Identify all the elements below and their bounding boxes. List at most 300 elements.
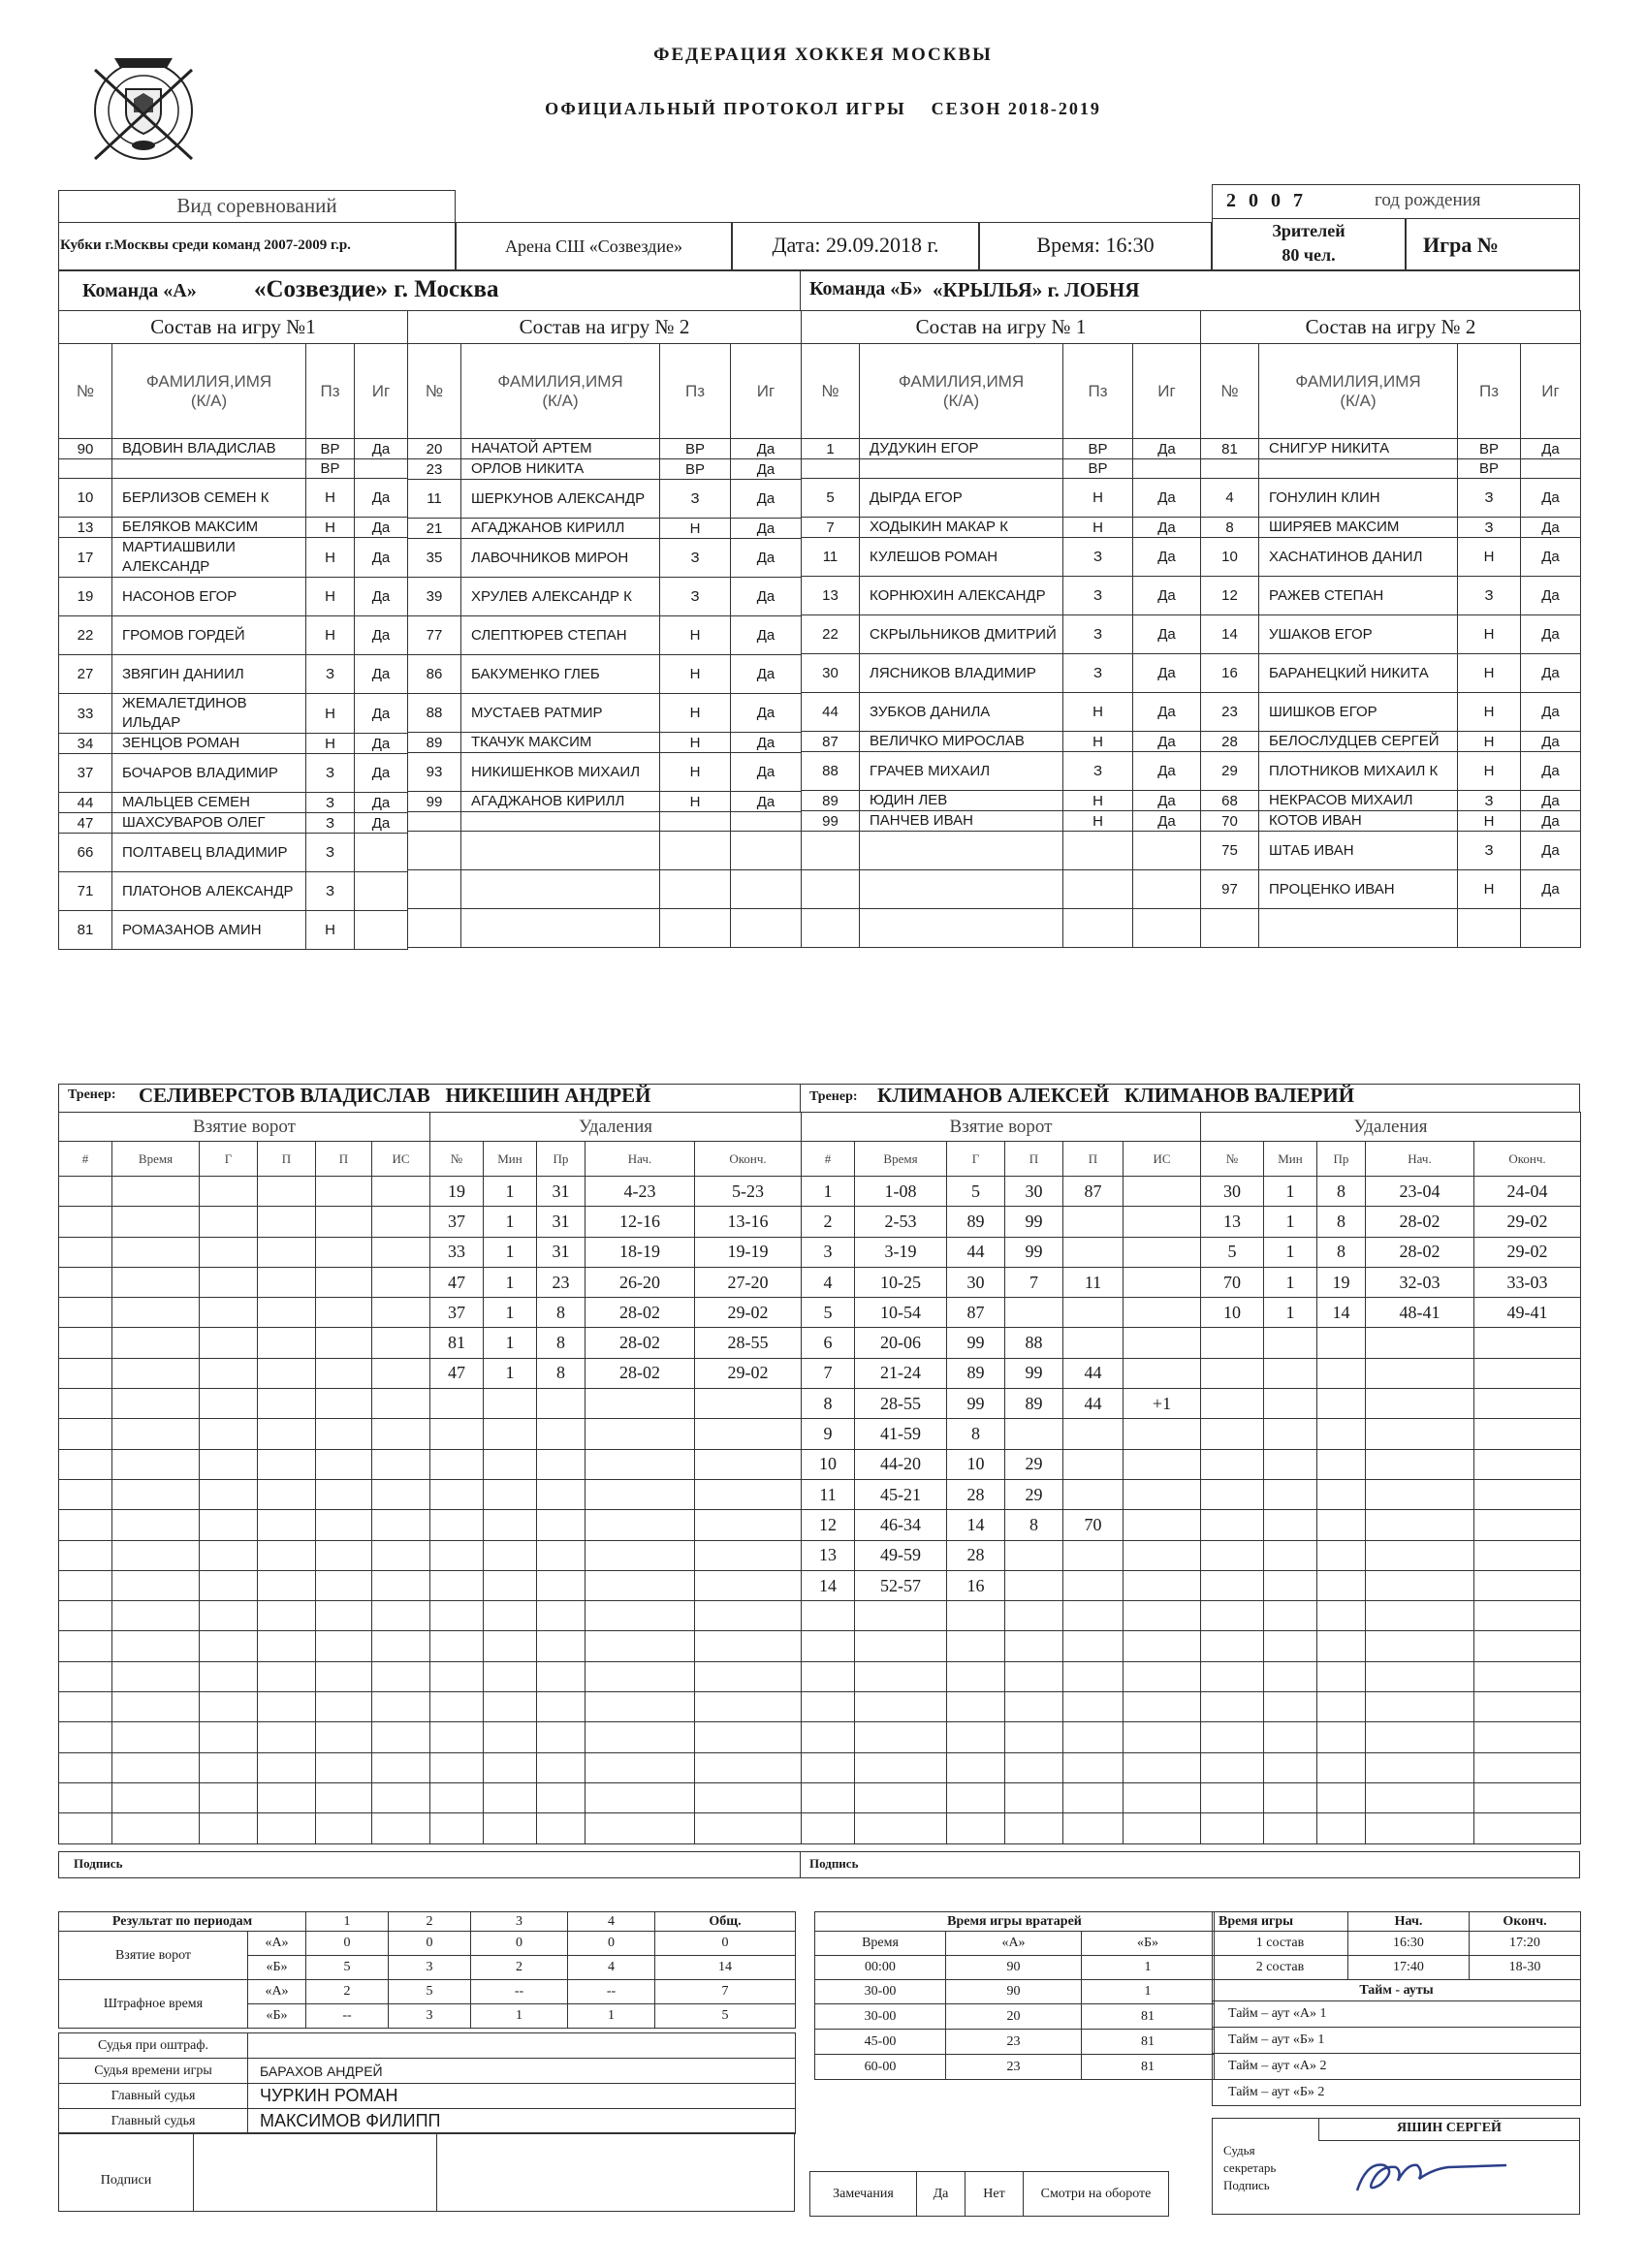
event-row [430,1479,802,1509]
player-name: РАЖЕВ СТЕПАН [1259,577,1458,615]
player-ig: Да [355,439,408,459]
player-ig [731,832,802,870]
player-ig: Да [1521,752,1581,791]
player-ig [355,911,408,950]
event-row: 1 1-08 5 30 87 [802,1177,1201,1207]
player-name: КОТОВ ИВАН [1259,811,1458,832]
player-row [1201,811,1581,832]
player-ig: Да [355,578,408,616]
player-ig [355,459,408,479]
event-row [1201,1479,1581,1509]
player-pz: Н [306,538,355,578]
player-ig: Да [731,753,802,792]
player-ig: Да [1521,654,1581,693]
player-name [860,832,1063,870]
event-row: 19 1 31 4-23 5-23 [430,1177,802,1207]
player-row [408,539,802,578]
player-row [1201,459,1581,479]
game-time: Время: 16:30 [1036,233,1155,257]
player-row [408,694,802,733]
player-row [802,577,1201,615]
event-row [59,1207,430,1237]
player-no: 13 [802,577,860,615]
player-name: БЕЛЯКОВ МАКСИМ [112,518,306,538]
player-no: 71 [59,872,112,911]
player-pz: Н [1458,693,1521,732]
player-pz: ВР [660,439,731,459]
player-row [59,911,408,950]
player-ig: Да [355,518,408,538]
player-ig: Да [1521,439,1581,459]
player-ig: Да [1133,577,1201,615]
player-no: 81 [1201,439,1259,459]
event-row [430,1510,802,1540]
player-row [59,655,408,694]
player-row [408,909,802,948]
event-row: 4 10-25 30 7 11 [802,1267,1201,1297]
player-no: 34 [59,734,112,754]
event-row [1201,1813,1581,1843]
event-row [59,1813,430,1843]
player-ig: Да [1521,791,1581,811]
player-no: 13 [59,518,112,538]
player-pz: Н [306,578,355,616]
player-pz: Н [306,911,355,950]
player-row [802,693,1201,732]
event-row [430,1389,802,1419]
player-ig: Да [731,519,802,539]
player-pz: Н [1458,752,1521,791]
player-ig: Да [355,813,408,834]
player-row [1201,909,1581,948]
player-ig: Да [355,754,408,793]
player-no: 22 [802,615,860,654]
player-name: НАСОНОВ ЕГОР [112,578,306,616]
team-b-penalties: Удаления № Мин Пр Нач. Оконч. 30 1 8 23-04 24-04 13 1 8 28-02 29-02 5 1 8 28-02 29-02 70 1 19 32-03 33-03 10 1 14 48-41 49-41 [1200,1112,1581,1844]
player-name: ВДОВИН ВЛАДИСЛАВ [112,439,306,459]
player-name: ДЫРДА ЕГОР [860,479,1063,518]
player-name: СНИГУР НИКИТА [1259,439,1458,459]
event-row: 8 28-55 99 89 44 +1 [802,1389,1201,1419]
player-name: ЮДИН ЛЕВ [860,791,1063,811]
player-row [59,459,408,479]
player-name: ШЕРКУНОВ АЛЕКСАНДР [461,480,660,519]
player-name: ХОДЫКИН МАКАР К [860,518,1063,538]
player-row [1201,479,1581,518]
player-pz: Н [1063,518,1133,538]
birth-year-label: год рождения [1375,190,1481,210]
federation-title: ФЕДЕРАЦИЯ ХОККЕЯ МОСКВЫ [653,45,993,65]
player-name: НАЧАТОЙ АРТЕМ [461,439,660,459]
player-pz [1063,909,1133,948]
player-ig: Да [355,734,408,754]
player-name: ГРОМОВ ГОРДЕЙ [112,616,306,655]
player-row [802,791,1201,811]
player-ig [1133,870,1201,909]
player-ig: Да [731,439,802,459]
player-pz [1063,832,1133,870]
player-pz: Н [660,694,731,733]
team-a-label: Команда «А» [82,280,197,301]
player-row [59,813,408,834]
player-no [802,870,860,909]
player-name: КОРНЮХИН АЛЕКСАНДР [860,577,1063,615]
event-row: 5 10-54 87 [802,1298,1201,1328]
player-no: 10 [59,479,112,518]
player-name: МУСТАЕВ РАТМИР [461,694,660,733]
player-pz: З [306,813,355,834]
player-name: СЛЕПТЮРЕВ СТЕПАН [461,616,660,655]
player-name: ШИРЯЕВ МАКСИМ [1259,518,1458,538]
player-pz: Н [306,734,355,754]
event-row [430,1540,802,1570]
player-row [59,793,408,813]
player-ig: Да [355,479,408,518]
coach-label-b: Тренер: [809,1089,858,1104]
player-pz: Н [660,792,731,812]
player-no: 8 [1201,518,1259,538]
player-pz: З [1063,538,1133,577]
event-row [802,1601,1201,1631]
team-b-lineup-1: Состав на игру № 1 № ФАМИЛИЯ,ИМЯ (К/А) Пз Иг 1 ДУДУКИН ЕГОР ВР Да ВР 5 ДЫРДА ЕГОР Н Да 7 ХОДЫКИН МАКАР К Н Да 11 КУЛЕШОВ РОМАН З Да 13 КОРНЮХИН АЛЕКСАНДР З Да 22 СКРЫЛЬНИКОВ ДМИТРИЙ З Да 30 ЛЯСНИКОВ ВЛАДИМИР З Да 44 ЗУБКОВ ДАНИЛА Н Да 87 ВЕЛИЧКО МИРОСЛАВ Н Да 88 ГРАЧЕВ МИХАИЛ З Да 89 ЮДИН ЛЕВ Н Да 99 ПАНЧЕВ ИВАН Н Да [801,310,1201,948]
player-name: ГОНУЛИН КЛИН [1259,479,1458,518]
player-name [461,870,660,909]
player-no: 33 [59,694,112,734]
player-no: 47 [59,813,112,834]
player-pz: ВР [1458,459,1521,479]
player-no: 81 [59,911,112,950]
player-no [408,812,461,832]
event-row [430,1570,802,1600]
player-ig: Да [731,578,802,616]
player-row [59,616,408,655]
player-pz: З [660,480,731,519]
player-pz: Н [660,733,731,753]
period-results: Результат по периодам 1 2 3 4 Общ. Взятие ворот «А» 0 0 0 0 0 «Б» 5 3 2 4 14 Штрафное время «А» 2 5 -- -- 7 «Б» -- 3 1 1 5 [58,1911,796,2029]
player-ig: Да [731,539,802,578]
player-row [59,872,408,911]
player-pz: З [306,655,355,694]
player-ig: Да [1133,811,1201,832]
player-row [1201,654,1581,693]
player-name: НЕКРАСОВ МИХАИЛ [1259,791,1458,811]
player-no: 99 [802,811,860,832]
event-row [1201,1419,1581,1449]
player-no: 99 [408,792,461,812]
player-name [461,832,660,870]
player-row [408,870,802,909]
event-row [59,1631,430,1661]
player-ig: Да [1133,654,1201,693]
player-no: 93 [408,753,461,792]
player-name: ЖЕМАЛЕТДИНОВ ИЛЬДАР [112,694,306,734]
event-row [430,1813,802,1843]
player-ig [1133,909,1201,948]
player-no [802,832,860,870]
event-row [59,1722,430,1752]
event-row [1201,1722,1581,1752]
player-pz: Н [1458,538,1521,577]
player-row [802,459,1201,479]
coach-b: КЛИМАНОВ АЛЕКСЕЙ КЛИМАНОВ ВАЛЕРИЙ [877,1084,1355,1107]
signature-a: Подпись [74,1856,123,1871]
player-row [1201,693,1581,732]
player-no: 35 [408,539,461,578]
player-row [59,734,408,754]
player-ig: Да [731,616,802,655]
event-row [802,1782,1201,1812]
player-no [408,909,461,948]
player-ig: Да [1521,693,1581,732]
player-row [802,909,1201,948]
event-row [1201,1782,1581,1812]
player-ig: Да [1521,732,1581,752]
event-row [430,1419,802,1449]
event-row: 47 1 23 26-20 27-20 [430,1267,802,1297]
player-name: БАКУМЕНКО ГЛЕБ [461,655,660,694]
player-ig: Да [1133,732,1201,752]
player-pz: З [306,754,355,793]
event-row [1201,1449,1581,1479]
player-name: ЗВЯГИН ДАНИИЛ [112,655,306,694]
player-name: ПОЛТАВЕЦ ВЛАДИМИР [112,834,306,872]
player-no: 28 [1201,732,1259,752]
lineup-title: Состав на игру № 1 [802,311,1201,344]
event-row [59,1540,430,1570]
player-no: 89 [802,791,860,811]
event-row: 14 52-57 16 [802,1570,1201,1600]
player-name: МАРТИАШВИЛИ АЛЕКСАНДР [112,538,306,578]
event-row [59,1358,430,1388]
player-ig [1133,459,1201,479]
player-row [59,834,408,872]
player-pz: ВР [306,439,355,459]
player-no: 27 [59,655,112,694]
player-name: ЛАВОЧНИКОВ МИРОН [461,539,660,578]
event-row [59,1449,430,1479]
player-no: 7 [802,518,860,538]
player-no: 87 [802,732,860,752]
team-b-label: Команда «Б» [809,278,923,299]
player-no [408,832,461,870]
player-pz: Н [1458,732,1521,752]
player-no [59,459,112,479]
player-ig [1133,832,1201,870]
event-row [59,1389,430,1419]
player-no: 1 [802,439,860,459]
player-row [59,439,408,459]
team-b-lineup-2: Состав на игру № 2 № ФАМИЛИЯ,ИМЯ (К/А) Пз Иг 81 СНИГУР НИКИТА ВР Да ВР 4 ГОНУЛИН КЛИН З Да 8 ШИРЯЕВ МАКСИМ З Да 10 ХАСНАТИНОВ ДАНИЛ Н Да 12 РАЖЕВ СТЕПАН З Да 14 УШАКОВ ЕГОР Н Да 16 БАРАНЕЦКИЙ НИКИТА Н Да 23 ШИШКОВ ЕГОР Н Да 28 БЕЛОСЛУДЦЕВ СЕРГЕЙ Н Да 29 ПЛОТНИКОВ МИХАИЛ К Н Да 68 НЕКРАСОВ МИХАИЛ З Да 70 КОТОВ ИВАН Н Да 75 ШТАБ ИВАН З Да 97 ПРОЦЕНКО ИВАН Н Да [1200,310,1581,948]
player-ig: Да [1133,538,1201,577]
player-ig: Да [731,792,802,812]
event-row [1201,1601,1581,1631]
player-ig [731,812,802,832]
team-b-name: «КРЫЛЬЯ» г. ЛОБНЯ [933,278,1140,301]
player-name: ВЕЛИЧКО МИРОСЛАВ [860,732,1063,752]
spectators: 80 чел. [1282,245,1336,265]
player-pz: ВР [660,459,731,480]
event-row [430,1722,802,1752]
player-name: ХРУЛЕВ АЛЕКСАНДР К [461,578,660,616]
game-time-table: Время игры Нач. Оконч. 1 состав 16:30 17:20 2 состав 17:40 18-30 Тайм - ауты Тайм – аут «А» 1 Тайм – аут «Б» 1 Тайм – аут «А» 2 Тайм – аут «Б» 2 [1212,1911,1581,2106]
player-pz: З [1063,615,1133,654]
player-row [59,479,408,518]
remarks: Замечания Да Нет Смотри на обороте [809,2171,1169,2217]
player-row [59,518,408,538]
player-no: 88 [408,694,461,733]
team-a-lineup-2: Состав на игру № 2 № ФАМИЛИЯ,ИМЯ (К/А) Пз Иг 20 НАЧАТОЙ АРТЕМ ВР Да 23 ОРЛОВ НИКИТА ВР Да 11 ШЕРКУНОВ АЛЕКСАНДР З Да 21 АГАДЖАНОВ КИРИЛЛ Н Да 35 ЛАВОЧНИКОВ МИРОН З Да 39 ХРУЛЕВ АЛЕКСАНДР К З Да 77 СЛЕПТЮРЕВ СТЕПАН Н Да 86 БАКУМЕНКО ГЛЕБ Н Да 88 МУСТАЕВ РАТМИР Н Да 89 ТКАЧУК МАКСИМ Н Да 93 НИКИШЕНКОВ МИХАИЛ Н Да 99 АГАДЖАНОВ КИРИЛЛ Н Да [407,310,802,948]
player-ig: Да [731,733,802,753]
arena: Арена СШ «Созвездие» [504,236,683,256]
player-row [802,811,1201,832]
player-row [802,732,1201,752]
player-name: ЗЕНЦОВ РОМАН [112,734,306,754]
event-row [59,1419,430,1449]
player-pz: ВР [306,459,355,479]
player-no: 5 [802,479,860,518]
event-row: 70 1 19 32-03 33-03 [1201,1267,1581,1297]
secretary-label: Судья секретарь Подпись [1223,2143,1277,2192]
player-ig: Да [355,538,408,578]
player-name: НИКИШЕНКОВ МИХАИЛ [461,753,660,792]
event-row [59,1298,430,1328]
player-row [408,439,802,459]
player-no: 11 [802,538,860,577]
player-row [59,578,408,616]
competition-name: Кубки г.Москвы среди команд 2007-2009 г.р. [60,237,351,253]
game-date: Дата: 29.09.2018 г. [772,233,939,257]
player-row [802,654,1201,693]
player-ig: Да [1521,577,1581,615]
coach-label-a: Тренер: [68,1087,116,1102]
player-row [802,870,1201,909]
signs-label: Подписи [100,2173,152,2188]
event-row [59,1570,430,1600]
player-pz: Н [660,616,731,655]
player-no: 4 [1201,479,1259,518]
player-pz: Н [1458,811,1521,832]
player-no: 88 [802,752,860,791]
player-name [1259,459,1458,479]
spectators-label: Зрителей [1272,221,1345,240]
player-name: ШИШКОВ ЕГОР [1259,693,1458,732]
player-pz: З [306,834,355,872]
player-pz: Н [1063,693,1133,732]
player-row [1201,791,1581,811]
referees: Судья при оштраф. Судья времени игры БАРАХОВ АНДРЕЙ Главный судья ЧУРКИН РОМАН Главный судья МАКСИМОВ ФИЛИПП [58,2032,796,2134]
player-pz: ВР [1063,459,1133,479]
player-ig: Да [355,655,408,694]
player-ig: Да [1521,870,1581,909]
signature-b: Подпись [809,1856,859,1871]
player-no [408,870,461,909]
player-row [1201,518,1581,538]
player-name [1259,909,1458,948]
player-no: 10 [1201,538,1259,577]
player-pz: З [306,872,355,911]
player-ig [1521,909,1581,948]
event-row: 11 45-21 28 29 [802,1479,1201,1509]
event-row: 12 46-34 14 8 70 [802,1510,1201,1540]
player-no: 29 [1201,752,1259,791]
event-row: 10 1 14 48-41 49-41 [1201,1298,1581,1328]
player-pz: З [1458,577,1521,615]
player-name: ЗУБКОВ ДАНИЛА [860,693,1063,732]
player-ig: Да [1521,518,1581,538]
event-row [430,1449,802,1479]
event-row [430,1661,802,1691]
player-no: 37 [59,754,112,793]
player-pz: З [1458,479,1521,518]
player-pz: З [306,793,355,813]
event-row: 6 20-06 99 88 [802,1328,1201,1358]
player-ig: Да [731,459,802,480]
player-pz: Н [1063,732,1133,752]
event-row [59,1661,430,1691]
player-name: АГАДЖАНОВ КИРИЛЛ [461,519,660,539]
team-a-penalties: Удаления № Мин Пр Нач. Оконч. 19 1 31 4-23 5-23 37 1 31 12-16 13-16 33 1 31 18-19 19-19 47 1 23 26-20 27-20 37 1 8 28-02 29-02 81 1 8 28-02 28-55 47 1 8 28-02 29-02 [429,1112,802,1844]
player-no: 39 [408,578,461,616]
player-pz: Н [1063,791,1133,811]
event-row: 47 1 8 28-02 29-02 [430,1358,802,1388]
event-row [1201,1328,1581,1358]
player-ig: Да [1521,615,1581,654]
secretary-signature [1338,2144,1532,2202]
event-row [802,1631,1201,1661]
player-pz: Н [306,479,355,518]
player-row [408,578,802,616]
event-row [430,1782,802,1812]
player-no [802,459,860,479]
player-name: ОРЛОВ НИКИТА [461,459,660,480]
event-row: 3 3-19 44 99 [802,1237,1201,1267]
player-no [1201,459,1259,479]
player-ig: Да [1521,538,1581,577]
player-name: БЕРЛИЗОВ СЕМЕН К [112,479,306,518]
player-row [408,519,802,539]
player-row [408,812,802,832]
player-ig: Да [1133,439,1201,459]
player-no: 23 [408,459,461,480]
event-row: 30 1 8 23-04 24-04 [1201,1177,1581,1207]
event-row [59,1177,430,1207]
player-no: 44 [802,693,860,732]
player-ig: Да [1521,832,1581,870]
player-row [1201,832,1581,870]
player-pz: Н [306,694,355,734]
player-ig [355,872,408,911]
player-ig [731,870,802,909]
player-no: 22 [59,616,112,655]
event-row [59,1601,430,1631]
player-row [59,538,408,578]
player-row [1201,732,1581,752]
player-ig [355,834,408,872]
birth-year: 2 0 0 7 [1226,190,1307,211]
player-name [860,909,1063,948]
player-row [802,832,1201,870]
player-no: 20 [408,439,461,459]
event-row: 33 1 31 18-19 19-19 [430,1237,802,1267]
player-no: 23 [1201,693,1259,732]
player-name: КУЛЕШОВ РОМАН [860,538,1063,577]
event-row [1201,1661,1581,1691]
player-row [802,479,1201,518]
event-row [59,1267,430,1297]
event-row [1201,1692,1581,1722]
event-row: 2 2-53 89 99 [802,1207,1201,1237]
player-name: ТКАЧУК МАКСИМ [461,733,660,753]
